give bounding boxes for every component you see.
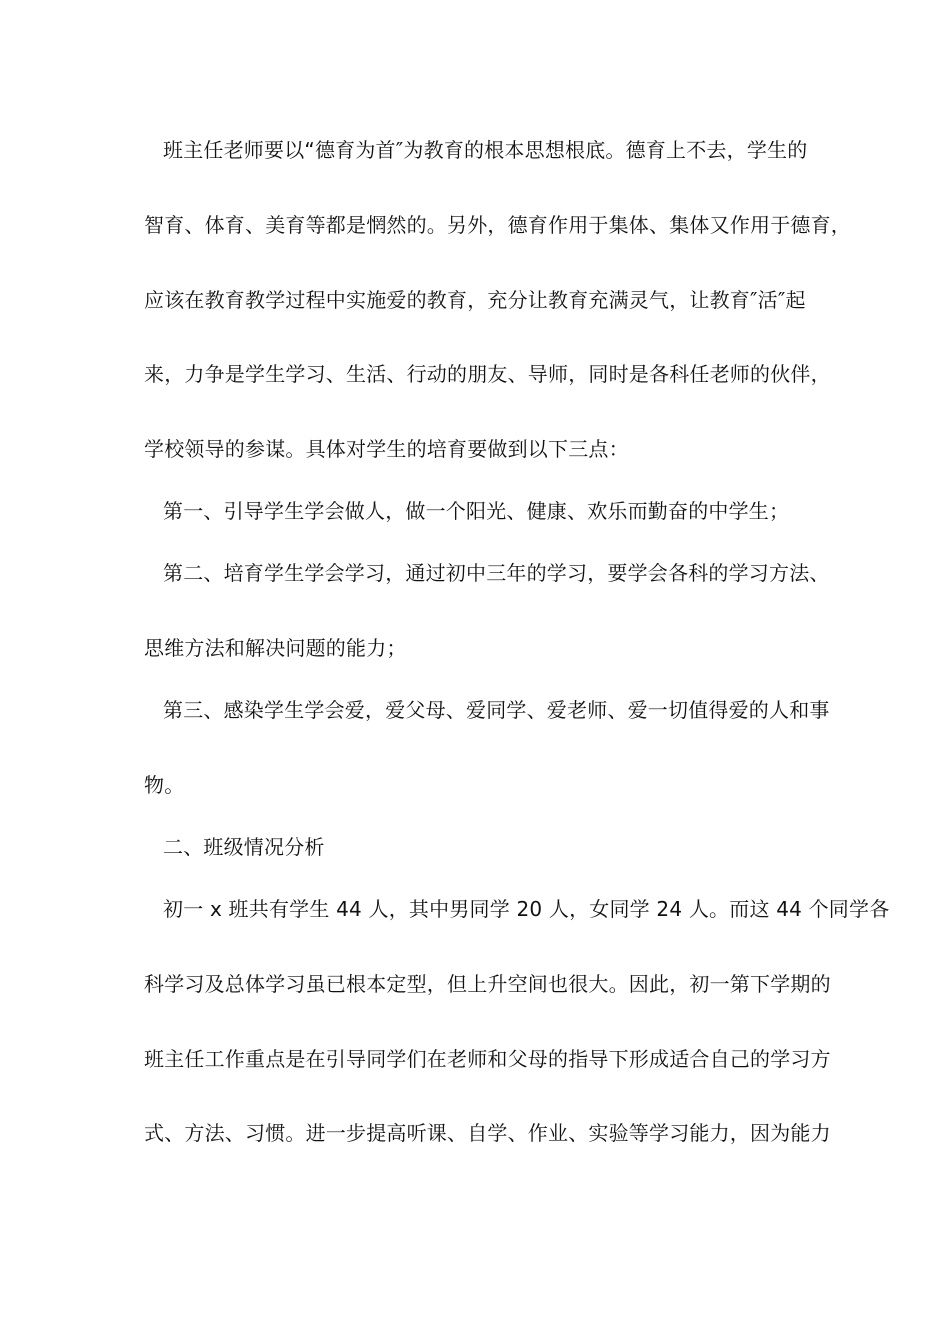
list-item-first: 第一、引导学生学会做人，做一个阳光、健康、欢乐而勤奋的中学生； bbox=[163, 499, 790, 523]
list-item-second: 第二、培育学生学会学习，通过初中三年的学习，要学会各科的学习方法、 bbox=[163, 561, 830, 585]
paragraph-line: 初一 x 班共有学生 44 人，其中男同学 20 人，女同学 24 人。而这 44 个同学各 bbox=[163, 897, 890, 921]
list-item-third-continued: 物。 bbox=[144, 773, 185, 797]
paragraph-line: 科学习及总体学习虽已根本定型，但上升空间也很大。因此，初一第下学期的 bbox=[144, 972, 831, 996]
paragraph-line: 智育、体育、美育等都是惘然的。另外，德育作用于集体、集体又作用于德育， bbox=[144, 213, 851, 237]
paragraph-line: 学校领导的参谋。具体对学生的培育要做到以下三点： bbox=[144, 437, 629, 461]
paragraph-line: 班主任老师要以“德育为首″为教育的根本思想根底。德育上不去，学生的 bbox=[163, 138, 808, 162]
paragraph-line: 来，力争是学生学习、生活、行动的朋友、导师，同时是各科任老师的伙伴， bbox=[144, 362, 831, 386]
list-item-third: 第三、感染学生学会爱，爱父母、爱同学、爱老师、爱一切值得爱的人和事 bbox=[163, 698, 830, 722]
list-item-second-continued: 思维方法和解决问题的能力； bbox=[144, 636, 407, 660]
paragraph-line: 班主任工作重点是在引导同学们在老师和父母的指导下形成适合自己的学习方 bbox=[144, 1047, 831, 1071]
section-heading: 二、班级情况分析 bbox=[163, 835, 325, 859]
paragraph-line: 式、方法、习惯。进一步提高听课、自学、作业、实验等学习能力，因为能力 bbox=[144, 1121, 831, 1145]
paragraph-line: 应该在教育教学过程中实施爱的教育，充分让教育充满灵气，让教育″活″起 bbox=[144, 288, 806, 312]
